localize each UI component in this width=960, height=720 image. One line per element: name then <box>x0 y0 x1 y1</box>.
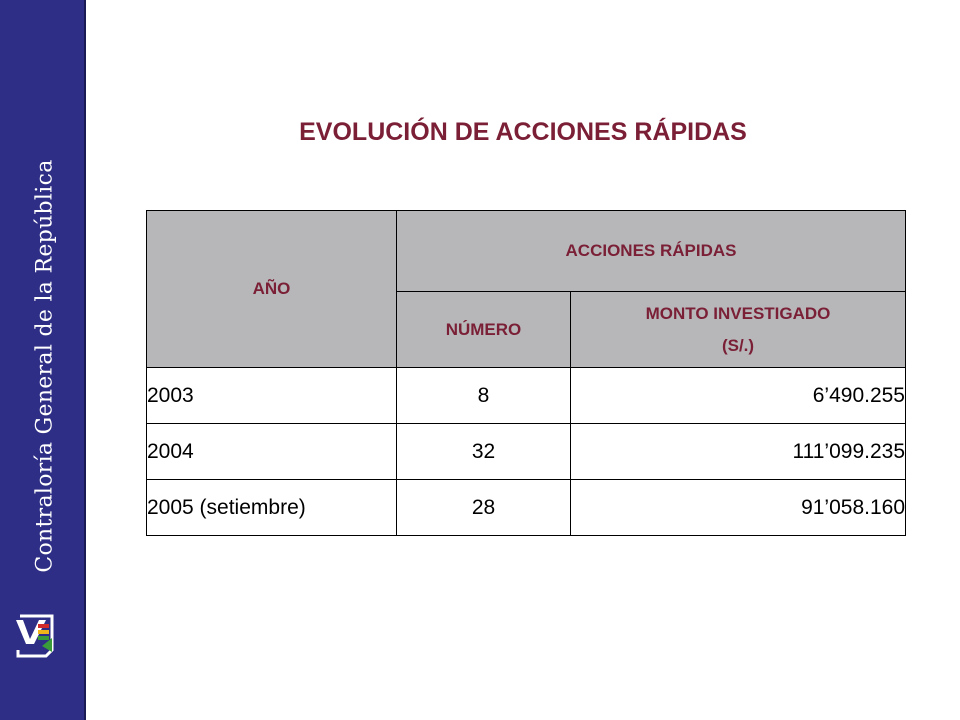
sidebar <box>0 0 84 720</box>
table-row <box>147 368 906 424</box>
sidebar-organization-name: Contraloría General de la República <box>32 159 58 573</box>
cell-year: 2004 <box>147 424 397 480</box>
header-amount <box>571 292 906 368</box>
table-row <box>147 480 906 536</box>
cell-year: 2005 (setiembre) <box>147 480 397 536</box>
contraloria-logo-icon <box>12 610 58 660</box>
rapid-actions-table <box>146 210 906 536</box>
cell-number: 8 <box>397 368 571 424</box>
cell-amount: 91’058.160 <box>571 480 906 536</box>
header-number: NÚMERO <box>397 292 571 368</box>
cell-number: 32 <box>397 424 571 480</box>
sidebar-divider <box>84 0 86 720</box>
header-amount-line1: MONTO INVESTIGADO <box>645 303 831 323</box>
cell-year: 2003 <box>147 368 397 424</box>
cell-amount: 6’490.255 <box>571 368 906 424</box>
cell-number: 28 <box>397 480 571 536</box>
header-amount-line2: (S/.) <box>721 335 755 355</box>
page-title: EVOLUCIÓN DE ACCIONES RÁPIDAS <box>299 118 747 146</box>
cell-amount: 111’099.235 <box>571 424 906 480</box>
header-rapid-actions: ACCIONES RÁPIDAS <box>397 211 906 292</box>
header-year: AÑO <box>147 211 397 368</box>
table-row <box>147 424 906 480</box>
